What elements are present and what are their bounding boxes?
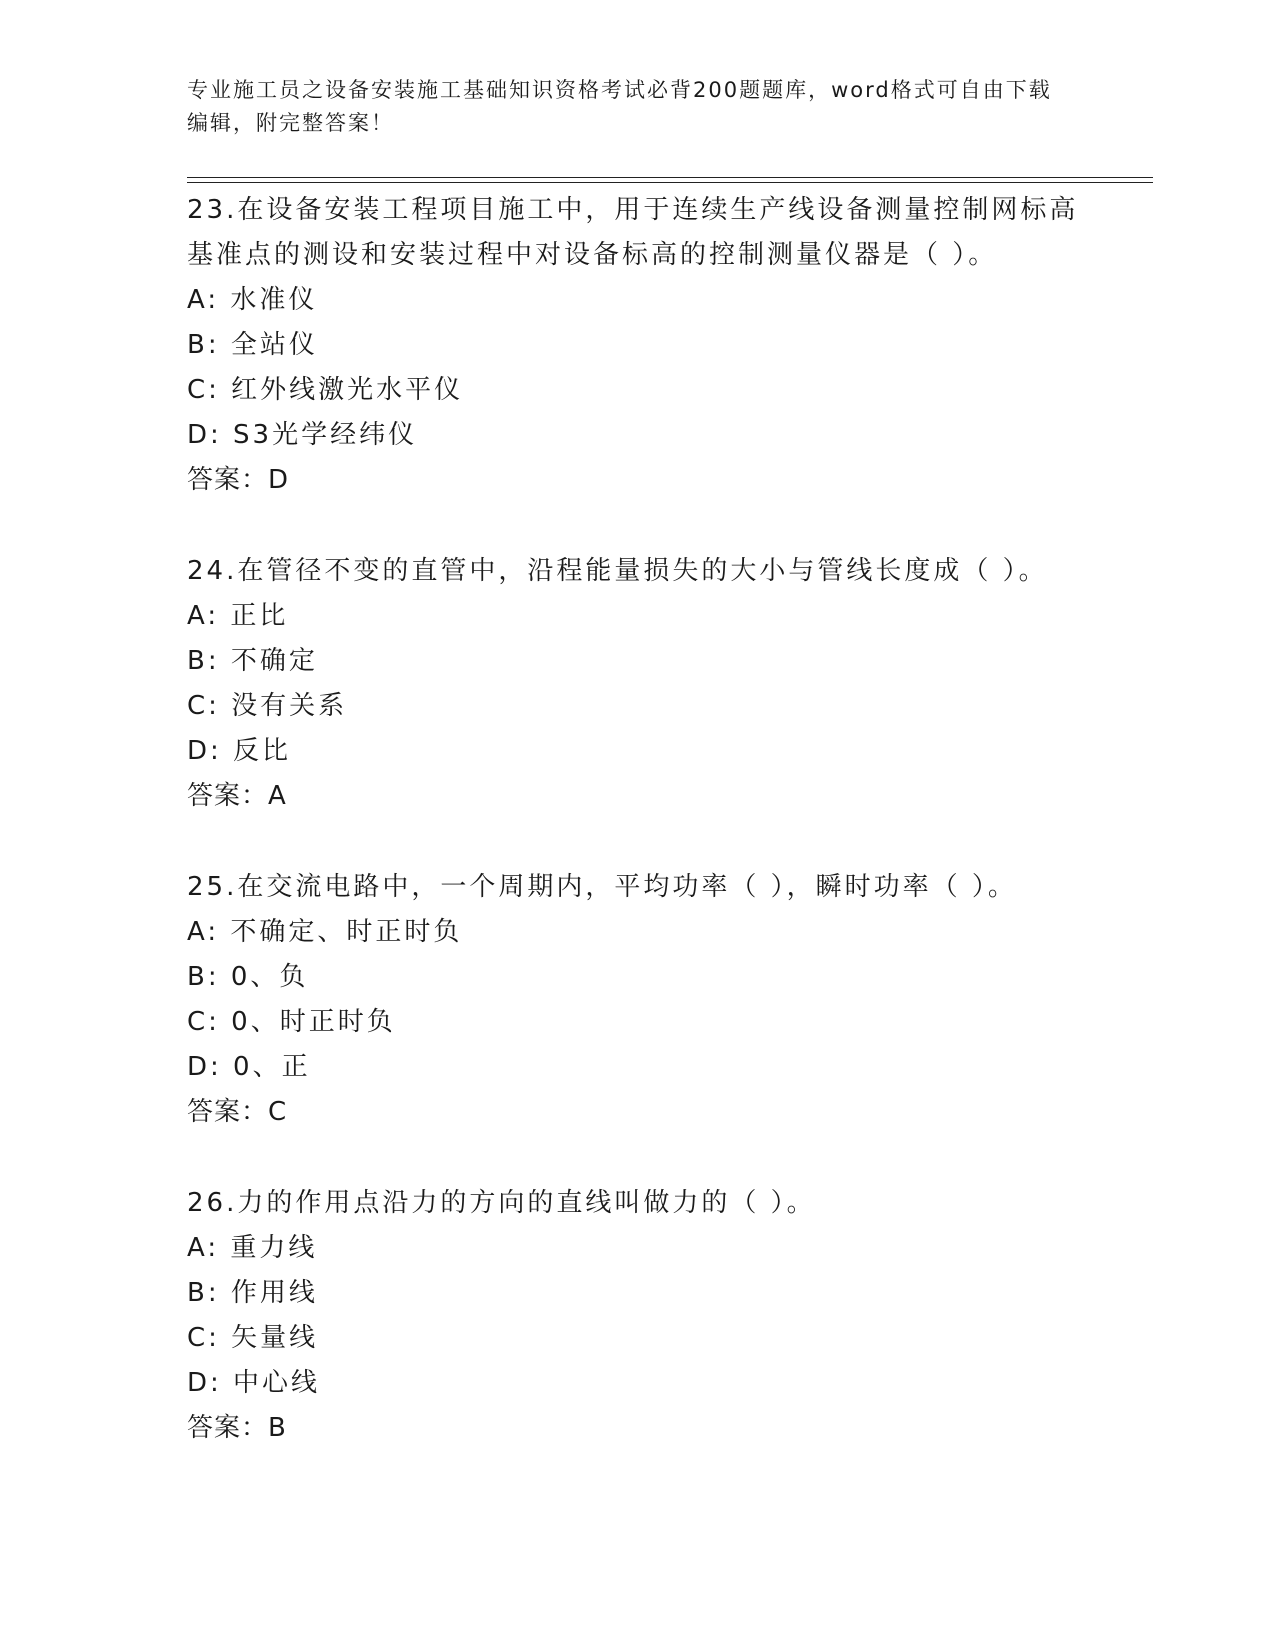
option-c: C: 0、时正时负 [187,1007,396,1037]
option-b: B: 0、负 [187,962,309,992]
option-b: B: 不确定 [187,646,318,676]
option-a: A: 正比 [187,601,289,631]
option-a: A: 重力线 [187,1233,318,1263]
document-header: 专业施工员之设备安装施工基础知识资格考试必背200题题库，word格式可自由下载编辑，附完整答案！ [187,78,1052,135]
question-stem: 24.在管径不变的直管中，沿程能量损失的大小与管线长度成（ ）。 [187,556,1048,586]
question-stem: 23.在设备安装工程项目施工中，用于连续生产线设备测量控制网标高基准点的测设和安装过程中对设备标高的控制测量仪器是（ ）。 [187,195,1079,270]
option-d: D: 反比 [187,736,292,766]
option-d: D: 中心线 [187,1368,321,1398]
option-a: A: 水准仪 [187,285,318,315]
question-26 [187,1181,1087,1451]
answer: 答案：D [187,465,290,495]
question-stem: 25.在交流电路中，一个周期内，平均功率（ ），瞬时功率（ ）。 [187,872,1017,902]
option-c: C: 红外线激光水平仪 [187,375,464,405]
question-stem: 26.力的作用点沿力的方向的直线叫做力的（ ）。 [187,1188,816,1218]
question-24 [187,549,1087,819]
question-23 [187,188,1087,503]
question-list [187,188,1087,1497]
answer: 答案：C [187,1097,288,1127]
answer: 答案：B [187,1413,287,1443]
option-b: B: 全站仪 [187,330,318,360]
option-b: B: 作用线 [187,1278,318,1308]
question-25 [187,865,1087,1135]
option-a: A: 不确定、时正时负 [187,917,463,947]
header-divider-top [187,177,1153,178]
option-c: C: 矢量线 [187,1323,319,1353]
option-d: D: 0、正 [187,1052,311,1082]
header-divider-bottom [187,182,1153,183]
option-d: D: S3光学经纬仪 [187,420,418,450]
answer: 答案：A [187,781,287,811]
option-c: C: 没有关系 [187,691,348,721]
